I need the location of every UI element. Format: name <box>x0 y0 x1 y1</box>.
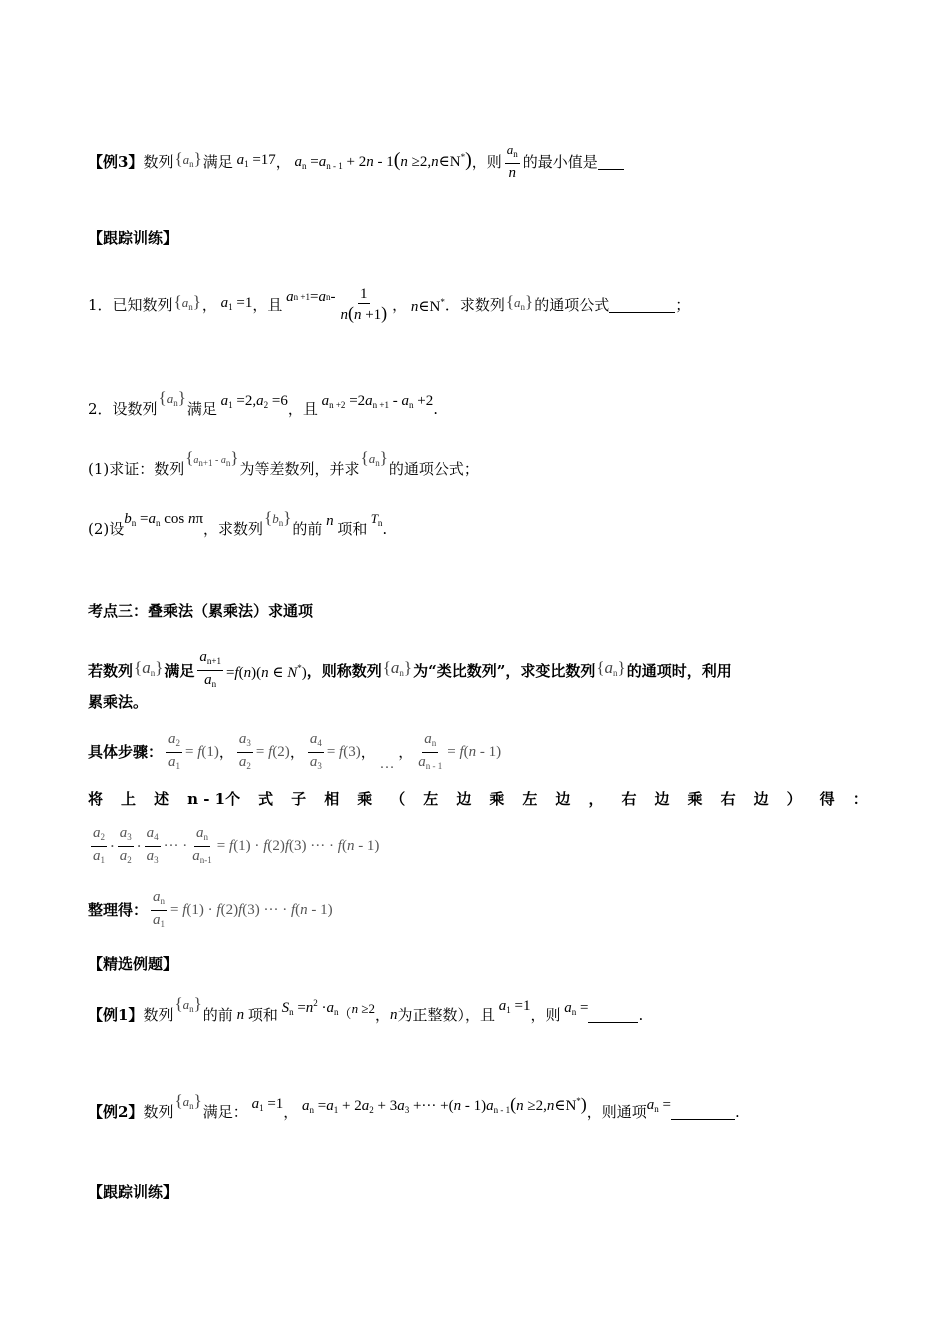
char: 将 <box>88 790 104 808</box>
answer-blank[interactable] <box>671 1103 735 1120</box>
text: ， <box>275 152 291 171</box>
text: ，则 <box>530 1005 561 1024</box>
text: 满足 <box>164 661 195 680</box>
char: 边 <box>456 790 472 808</box>
char: 上 <box>121 790 137 808</box>
track-training-title: 【跟踪训练】 <box>88 229 179 247</box>
product-fraction-3: $\frac{a_4}{a_3}$ <box>146 824 159 865</box>
formula-recurrence: $a_n =a_1 + 2a_2 + 3a_3$ +··· $+(n - 1)a_{n - 1}(n$ ≥2,n∈N*) <box>298 1094 587 1115</box>
formula-recurrence: a n +1 = a n - $\frac{1}{n(n +1)}$ <box>282 286 388 323</box>
text: 为“类比数列”，求变比数列 <box>413 661 596 680</box>
section-3-title: 考点三：叠乘法（累乘法）求通项 <box>88 602 314 620</box>
char: 相 <box>324 790 340 808</box>
char: ： <box>852 790 868 808</box>
set-an: $\{a_n\}$ <box>173 292 201 312</box>
problem-1 <box>88 285 868 324</box>
step-fraction-3: $\frac{a_4}{a_3}$ <box>309 730 322 771</box>
multiply-row <box>88 789 868 809</box>
text: 数列 <box>143 152 174 171</box>
text: ，则称数列 <box>306 661 382 680</box>
text: (1)求证：数列 <box>88 459 185 478</box>
text: . <box>638 1005 644 1024</box>
example-1 <box>88 994 868 1029</box>
step-rhs-3: = f(3) <box>326 744 361 760</box>
tidy-label: 整理得： <box>88 901 149 919</box>
set-an: $\{a_n\}$ <box>134 658 164 678</box>
tidy-row <box>88 890 868 930</box>
answer-blank[interactable] <box>598 153 624 170</box>
text: ，则 <box>471 152 502 171</box>
step-rhs-n: = f(n - 1) <box>447 744 502 760</box>
formula-initial: $a_1 =2,a_2 =6$ <box>216 392 288 410</box>
text: 若数列 <box>88 661 134 680</box>
char: n - 1个 <box>187 790 241 808</box>
product-fraction-1: $\frac{a_2}{a_1}$ <box>93 824 105 865</box>
text: ，则通项 <box>586 1102 647 1121</box>
selected-examples-title: 【精选例题】 <box>88 955 179 973</box>
formula-a1: $a_1 =1$ <box>247 1095 284 1113</box>
product-fraction-n: $\frac{a_n}{a_{n-1}}$ <box>192 824 212 865</box>
formula-condition: n ≥2 <box>351 1000 375 1016</box>
text: ， <box>374 1005 390 1024</box>
text: 的通项公式 <box>534 295 610 314</box>
formula-recurrence: $a_{n +2} =2a_{n +1} - a_n +2$ <box>317 392 434 410</box>
track-training-title-2: 【跟踪训练】 <box>88 1183 179 1201</box>
char: 右 <box>621 790 637 808</box>
text: 满足： <box>202 1102 248 1121</box>
text: ， <box>392 295 408 314</box>
char: 乘 <box>687 790 703 808</box>
ellipsis: … <box>375 756 399 772</box>
text: 项和 <box>247 1005 278 1024</box>
set-an: $\{a_n\}$ <box>174 994 202 1014</box>
char: 式 <box>258 790 274 808</box>
set-an: $\{a_n\}$ <box>505 292 534 312</box>
formula-a1: $a_1 =1$ <box>494 997 531 1015</box>
text: 满足 <box>202 152 233 171</box>
char: 边 <box>555 790 571 808</box>
text: （ <box>338 1006 352 1022</box>
var-n: n <box>232 1006 248 1023</box>
formula-bn: $b_n =a_n$ cos nπ <box>124 510 204 528</box>
char: （ <box>390 790 406 808</box>
char: 右 <box>720 790 736 808</box>
set-an: $\{a_n\}$ <box>174 1091 202 1111</box>
text: ，且 <box>252 295 283 314</box>
formula-a1: $a_1 =1$ <box>216 294 253 312</box>
text: ，且 <box>287 399 318 418</box>
var-n: n <box>389 1006 398 1023</box>
answer-blank[interactable] <box>588 1006 638 1023</box>
text: 2．设数列 <box>88 399 158 418</box>
set-an: $\{a_n\}$ <box>360 448 388 468</box>
text: . <box>735 1102 740 1121</box>
text: ， <box>283 1102 299 1121</box>
step-rhs-1: = f(1) <box>185 744 219 760</box>
text: 的前 <box>202 1005 233 1024</box>
product-formula: $\frac{a_2}{a_1}$ · $\frac{a_3}{a_2}$ · $\frac{a_4}{a_3}$ ··· · $\frac{a_n}{a_{n-1}}$ = f(1) · f(2)f(3) ··· · f(n - 1) <box>88 826 868 866</box>
formula-domain: n∈N* <box>407 297 445 315</box>
text: 数列 <box>143 1005 174 1024</box>
var-n: n <box>322 512 338 529</box>
text: ， <box>201 295 217 314</box>
char: 乘 <box>357 790 373 808</box>
text: 的通项时，利用 <box>626 661 732 680</box>
char: ） <box>786 790 802 808</box>
text: 的通项公式； <box>388 459 479 478</box>
formula-f: =f(n)(n ∈ N*) <box>225 663 307 681</box>
text: 的最小值是 <box>522 152 598 171</box>
text: ； <box>675 295 691 314</box>
formula-a1: $a_1 =17$ <box>232 151 276 169</box>
char: 得 <box>819 790 835 808</box>
char: 子 <box>291 790 307 808</box>
set-bn: $\{b_n\}$ <box>264 508 292 528</box>
problem-2 <box>88 388 868 421</box>
set-difference: $\{a_{n+1} - a_n\}$ <box>185 448 239 468</box>
set-an: $\{a_n\}$ <box>158 388 186 408</box>
example-2 <box>88 1091 868 1126</box>
char: 边 <box>753 790 769 808</box>
text: 为等差数列，并求 <box>239 459 360 478</box>
example-1-label: 【例1】 <box>88 1005 144 1024</box>
set-an: $\{a_n\}$ <box>596 658 626 678</box>
formula-an: $a_n$ = <box>560 999 589 1017</box>
text: . <box>433 399 438 418</box>
formula-sn: $S_n =n^2 \cdot a_n$ <box>277 998 339 1017</box>
step-fraction-1: $\frac{a_2}{a_1}$ <box>168 730 181 771</box>
example-2-label: 【例2】 <box>88 1102 144 1121</box>
definition-line-2: 累乘法。 <box>88 693 149 711</box>
char: 乘 <box>489 790 505 808</box>
step-fraction-n: $\frac{a_n}{a_{n - 1}}$ <box>418 730 443 771</box>
example-3-label: 【例3】 <box>88 152 144 171</box>
text: . <box>382 519 388 538</box>
text: ．求数列 <box>444 295 505 314</box>
steps-row: 具体步骤： $\frac{a_2}{a_1}$ = f(1) ， $\frac{a_3}{a_2}$ = f(2) ， $\frac{a_4}{a_3}$ = f(3) ， … ， $\frac{a_n}{a_{n - 1}}$ = f(n - 1) <box>88 732 868 772</box>
product-rhs: = f(1) · f(2)f(3) ··· · f(n - 1) <box>216 838 380 854</box>
var-tn: $T_n$ <box>367 510 383 528</box>
text: ，求数列 <box>203 519 264 538</box>
set-an: $\{a_n\}$ <box>174 149 202 169</box>
text: 为正整数），且 <box>397 1005 495 1024</box>
tidy-fraction: $\frac{a_n}{a_1}$ <box>153 888 166 929</box>
char: 边 <box>654 790 670 808</box>
steps-label: 具体步骤： <box>88 743 164 761</box>
product-fraction-2: $\frac{a_3}{a_2}$ <box>119 824 132 865</box>
fraction-an-over-n: $\frac{a_n}{n}$ <box>506 142 518 181</box>
step-rhs-2: = f(2) <box>255 744 290 760</box>
text: 1．已知数列 <box>88 295 173 314</box>
problem-2-part-1 <box>88 448 868 481</box>
text: 数列 <box>143 1102 174 1121</box>
set-an: $\{a_n\}$ <box>382 658 413 678</box>
char: 左 <box>522 790 538 808</box>
formula-recurrence: $a_n =a_{n - 1} + 2n - 1(n$ ≥2,n∈N*) <box>290 149 472 171</box>
step-fraction-2: $\frac{a_3}{a_2}$ <box>238 730 251 771</box>
text: (2)设 <box>88 519 125 538</box>
fraction-ratio: $\frac{a_{n+1}}{a_n}$ <box>199 649 221 689</box>
problem-2-part-2 <box>88 508 868 541</box>
char: 述 <box>154 790 170 808</box>
answer-blank[interactable] <box>609 296 675 313</box>
definition-line-1 <box>88 648 868 693</box>
tidy-rhs: = f(1) · f(2)f(3) ··· · f(n - 1) <box>170 902 333 918</box>
text: 项和 <box>337 519 368 538</box>
char: 左 <box>423 790 439 808</box>
formula-an: $a_n$ = <box>646 1096 672 1114</box>
text: 的前 <box>292 519 323 538</box>
example-3 <box>88 141 868 182</box>
text: 满足 <box>186 399 217 418</box>
char: ， <box>588 790 604 808</box>
